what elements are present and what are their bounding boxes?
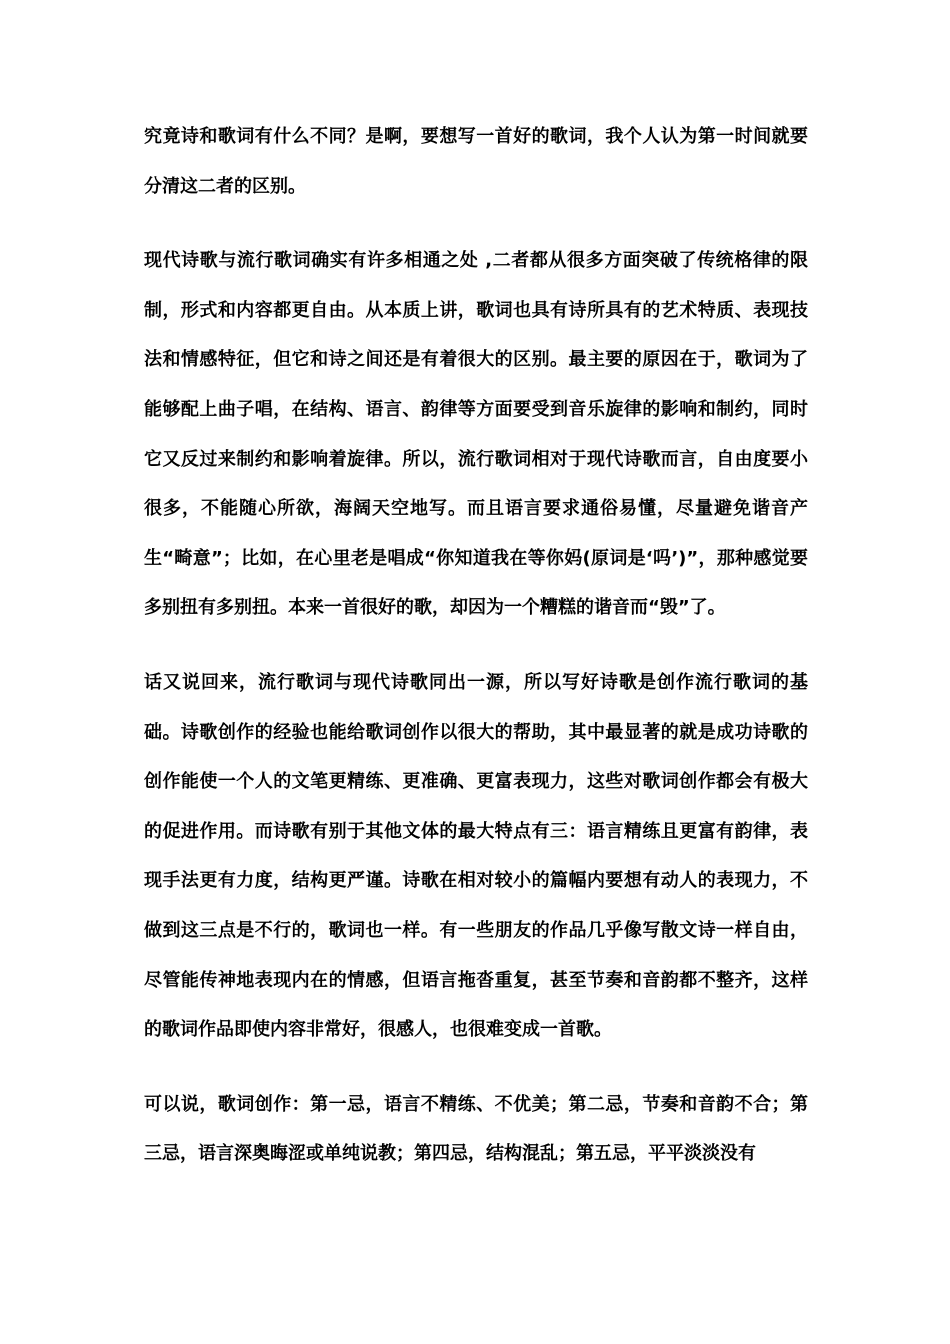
paragraph-common-source: 话又说回来，流行歌词与现代诗歌同出一源，所以写好诗歌是创作流行歌词的基础。诗歌创作的经验也能给歌词创作以很大的帮助，其中最显著的就是成功诗歌的创作能使一个人的文笔更精练、更准确、更富表现力，这些对歌词创作都会有极大的促进作用。而诗歌有别于其他文体的最大特点有三：语言精练且更富有韵律，表现手法更有力度，结构更严谨。诗歌在相对较小的篇幅内要想有动人的表现力，不做到这三点是不行的，歌词也一样。有一些朋友的作品几乎像写散文诗一样自由，尽管能传神地表现内在的情感，但语言拖沓重复，甚至节奏和音韵都不整齐，这样的歌词作品即使内容非常好，很感人，也很难变成一首歌。 <box>144 671 808 1041</box>
paragraph-intro: 究竟诗和歌词有什么不同？是啊，要想写一首好的歌词，我个人认为第一时间就要分清这二者的区别。 <box>144 126 808 197</box>
document-body <box>144 112 808 1204</box>
paragraph-taboos: 可以说，歌词创作：第一忌，语言不精练、不优美；第二忌，节奏和音韵不合；第三忌，语言深奥晦涩或单纯说教；第四忌，结构混乱；第五忌，平平淡淡没有 <box>144 1093 808 1165</box>
paragraph-poetry-vs-lyrics: 现代诗歌与流行歌词确实有许多相通之处 ,二者都从很多方面突破了传统格律的限制，形式和内容都更自由。从本质上讲，歌词也具有诗所具有的艺术特质、表现技法和情感特征，但它和诗之间还是有着很大的区别。最主要的原因在于，歌词为了能够配上曲子唱，在结构、语言、韵律等方面要受到音乐旋律的影响和制约，同时它又反过来制约和影响着旋律。所以，流行歌词相对于现代诗歌而言，自由度要小很多，不能随心所欲，海阔天空地写。而且语言要求通俗易懂，尽量避免谐音产生“畸意”；比如，在心里老是唱成“你知道我在等你妈(原词是‘吗’)”，那种感觉要多别扭有多别扭。本来一首很好的歌，却因为一个糟糕的谐音而“毁”了。 <box>144 250 808 619</box>
